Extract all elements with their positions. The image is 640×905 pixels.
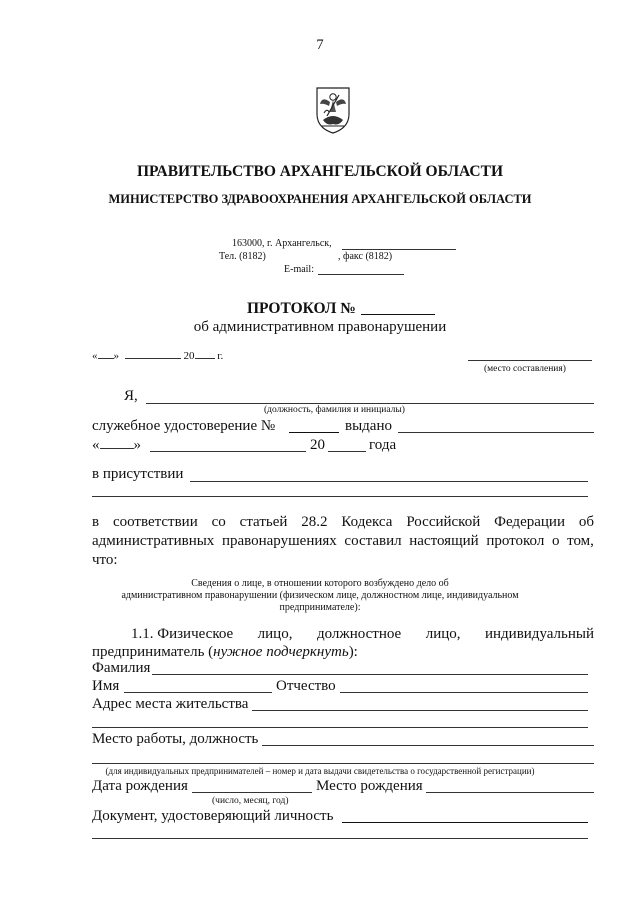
birth-date-caption: (число, месяц, год)	[212, 796, 289, 806]
date-open-quote: «	[92, 350, 98, 362]
p1-word: соответствии	[112, 514, 198, 530]
p2-word: составил	[344, 533, 402, 549]
issue-year-word: года	[369, 437, 397, 453]
item-italic-text: нужное подчеркнуть	[213, 644, 349, 660]
section-heading-2: административном правонарушении (физическом лице, должностном лице, индивидуальном	[121, 590, 519, 601]
item-word: лицо,	[257, 626, 293, 642]
presence-label: в присутствии	[92, 466, 184, 482]
issue-close-quote: »	[133, 437, 141, 453]
surname-label: Фамилия	[92, 660, 151, 676]
item-1-1-line-1	[131, 626, 594, 643]
paragraph-line-2	[92, 533, 594, 550]
name-label: Имя	[92, 678, 120, 694]
patronymic-field[interactable]	[340, 692, 588, 693]
protocol-subtitle: об административном правонарушении	[193, 319, 447, 335]
date-year-suffix: г.	[217, 350, 224, 362]
issue-open-quote: «	[92, 437, 100, 453]
p2-word: настоящий	[409, 533, 479, 549]
issued-label: выдано	[345, 418, 392, 434]
birth-place-label: Место рождения	[316, 778, 423, 794]
p2-word: протокол	[486, 533, 545, 549]
position-caption: (должность, фамилия и инициалы)	[264, 405, 405, 415]
item-1-1-line-2	[92, 644, 358, 661]
p1-word: Кодекса	[341, 514, 393, 530]
protocol-title: ПРОТОКОЛ №	[247, 300, 356, 317]
issue-year-prefix: 20	[310, 437, 325, 453]
address-field[interactable]	[252, 710, 588, 711]
presence-blank-1	[190, 481, 588, 482]
address-label: 163000, г. Архангельск,	[232, 238, 332, 249]
ministry-title: МИНИСТЕРСТВО ЗДРАВООХРАНЕНИЯ АРХАНГЕЛЬСКОЙ ОБЛАСТИ	[108, 192, 532, 206]
fax-label: , факс (8182)	[338, 251, 393, 262]
workplace-field-2[interactable]	[92, 763, 594, 764]
place-blank	[468, 360, 592, 361]
section-heading-1: Сведения о лице, в отношении которого возбуждено дело об	[191, 578, 449, 589]
protocol-number-blank	[361, 314, 435, 315]
government-title: ПРАВИТЕЛЬСТВО АРХАНГЕЛЬСКОЙ ОБЛАСТИ	[136, 163, 503, 180]
archangelsk-coat-of-arms-icon	[315, 86, 351, 134]
p1-word: Российской	[406, 514, 481, 530]
presence-blank-2	[92, 496, 588, 497]
date-close-quote: »	[113, 350, 119, 362]
paragraph-line-1	[92, 514, 594, 531]
date-line	[92, 350, 223, 362]
p1-word: об	[578, 514, 594, 530]
p2-word: том,	[567, 533, 594, 549]
birth-place-field[interactable]	[426, 792, 594, 793]
page-number: 7	[316, 37, 324, 53]
ya-label: Я,	[124, 388, 138, 404]
id-document-field-2[interactable]	[92, 838, 588, 839]
item-end-text: ):	[348, 644, 358, 660]
position-blank	[146, 403, 594, 404]
item-plain-text: предприниматель (	[92, 644, 214, 660]
item-word: лицо,	[425, 626, 461, 642]
item-word: 1.1. Физическое	[131, 626, 234, 642]
id-document-label: Документ, удостоверяющий личность	[92, 808, 334, 824]
p1-word: в	[92, 514, 100, 530]
surname-field[interactable]	[152, 674, 588, 675]
item-word: индивидуальный	[484, 626, 594, 642]
entrepreneur-caption: (для индивидуальных предпринимателей – номер и дата выдачи свидетельства о государственной регистрации)	[105, 766, 535, 776]
p2-word: правонарушениях	[221, 533, 337, 549]
place-caption: (место составления)	[484, 364, 566, 374]
birth-date-label: Дата рождения	[92, 778, 188, 794]
certificate-label: служебное удостоверение №	[92, 418, 276, 434]
p1-word: 28.2	[301, 514, 328, 530]
id-document-field[interactable]	[342, 822, 588, 823]
date-year-prefix: 20	[183, 350, 195, 362]
phone-label: Тел. (8182)	[219, 251, 266, 262]
address-field-label: Адрес места жительства	[92, 696, 249, 712]
paragraph-line-3: что:	[92, 552, 118, 568]
issue-date-line	[92, 437, 141, 454]
address-blank	[342, 249, 456, 250]
certificate-number-blank	[289, 432, 339, 433]
p2-word: о	[551, 533, 560, 549]
issued-blank	[398, 432, 594, 433]
name-field[interactable]	[124, 692, 272, 693]
item-word: должностное	[316, 626, 402, 642]
p1-word: Федерации	[494, 514, 565, 530]
issue-month-blank	[150, 451, 306, 452]
birth-date-field[interactable]	[192, 792, 312, 793]
p2-word: административных	[92, 533, 215, 549]
p1-word: со	[211, 514, 226, 530]
workplace-field[interactable]	[262, 745, 594, 746]
email-label: E-mail:	[284, 264, 314, 275]
issue-year-blank	[328, 451, 366, 452]
workplace-label: Место работы, должность	[92, 731, 259, 747]
patronymic-label: Отчество	[276, 678, 336, 694]
email-blank	[318, 274, 404, 275]
p1-word: статьей	[239, 514, 288, 530]
section-heading-3: предпринимателе):	[279, 602, 361, 613]
address-field-2[interactable]	[92, 727, 588, 728]
